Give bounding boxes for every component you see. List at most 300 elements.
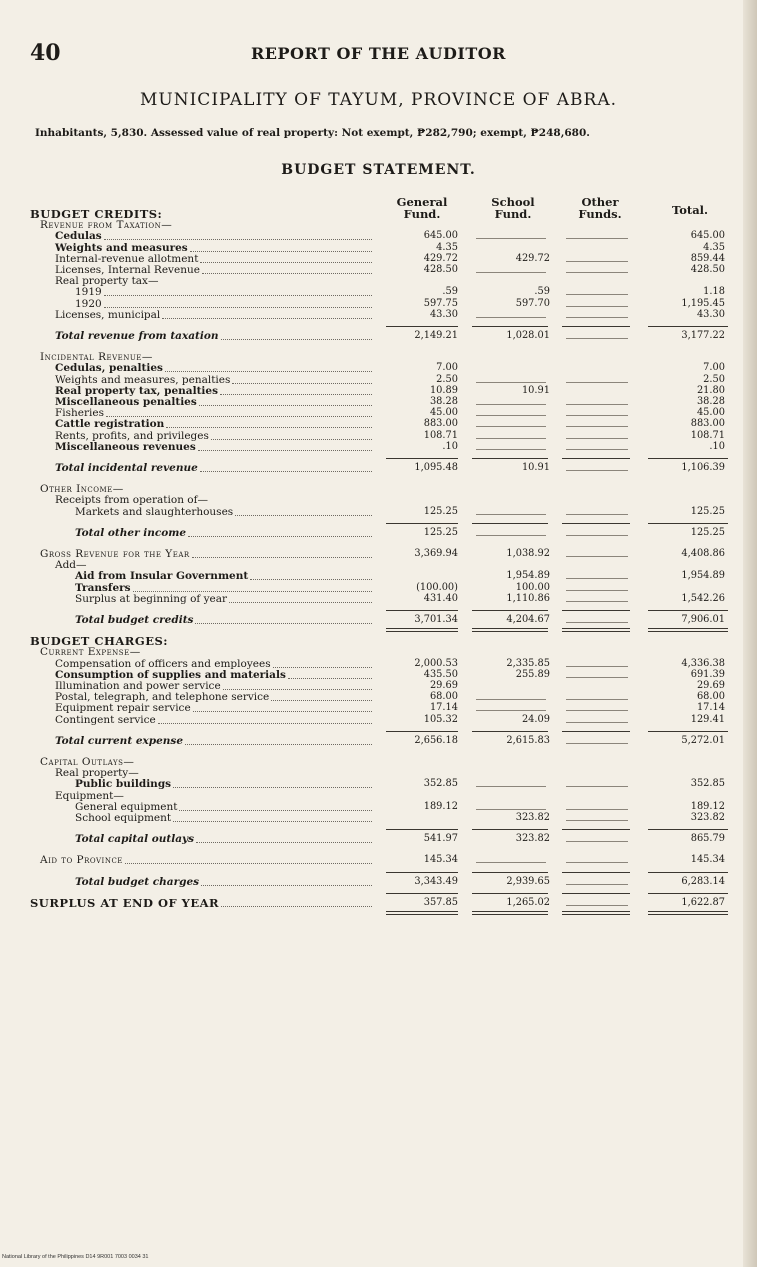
table-row (0, 506, 757, 518)
blank-cell-line (566, 786, 628, 787)
double-rule (386, 628, 458, 629)
cell-general: 3,369.94 (414, 548, 458, 559)
dot-leader (165, 371, 372, 372)
blank-cell-line (566, 317, 628, 318)
blank-cell-line (476, 862, 546, 863)
table-row (0, 593, 757, 605)
blank-cell-line (566, 666, 628, 667)
blank-cell-line (566, 294, 628, 295)
dot-leader (235, 515, 372, 516)
double-rule (386, 631, 458, 632)
blank-cell-line (566, 699, 628, 700)
blank-cell-line (566, 404, 628, 405)
blank-cell-line (476, 710, 546, 711)
blank-cell-line (566, 622, 628, 623)
table-row (0, 462, 757, 474)
row-label: Contingent service (55, 713, 156, 726)
blank-cell-line (566, 884, 628, 885)
table-row (0, 494, 757, 506)
table-row (0, 230, 757, 242)
cell-school: 2,335.85 (506, 657, 550, 669)
cell-total: 6,283.14 (681, 875, 725, 887)
row-label: Total other income (75, 526, 187, 539)
table-row (0, 669, 757, 681)
cell-school: 2,939.65 (506, 875, 550, 887)
table-row (0, 801, 757, 813)
table-row (0, 559, 757, 571)
sum-rule (562, 326, 630, 327)
sum-rule (472, 829, 548, 830)
table-row (0, 441, 757, 453)
table-row (0, 702, 757, 714)
row-label: Real property tax— (55, 275, 159, 288)
dot-leader (220, 394, 372, 395)
cell-school: 1,028.01 (506, 330, 550, 341)
dot-leader (192, 557, 372, 558)
row-label: Total budget credits (75, 614, 194, 626)
row-label: Weights and measures, penalties (55, 373, 231, 386)
table-row (0, 854, 757, 866)
blank-cell-line (476, 426, 546, 427)
sum-rule (562, 893, 630, 894)
blank-cell-line (566, 905, 628, 906)
blank-cell-line (476, 272, 546, 273)
dot-leader (190, 251, 372, 252)
cell-general: 3,701.34 (414, 614, 458, 625)
double-rule (648, 914, 728, 915)
cell-school: 4,204.67 (506, 614, 550, 625)
sum-rule (386, 731, 458, 732)
blank-cell-line (476, 382, 546, 383)
sum-rule (648, 458, 728, 459)
cell-general: 2,000.53 (414, 657, 458, 669)
sum-rule (562, 458, 630, 459)
table-row (0, 714, 757, 726)
cell-total: 1,622.87 (681, 896, 725, 908)
double-rule (648, 628, 728, 629)
table-row (0, 298, 757, 310)
sum-rule (472, 326, 548, 327)
table-row (0, 756, 757, 768)
blank-cell-line (566, 722, 628, 723)
row-label: Total incidental revenue (55, 462, 198, 474)
dot-leader (179, 810, 372, 811)
row-label: Add— (55, 559, 87, 572)
cell-general: 1,095.48 (414, 462, 458, 473)
table-row (0, 418, 757, 430)
sum-rule (386, 872, 458, 873)
cell-total: 323.82 (690, 812, 725, 823)
blank-cell-line (566, 556, 628, 557)
dot-leader (188, 536, 372, 537)
cell-general: 2.50 (436, 373, 458, 385)
table-row (0, 385, 757, 397)
dot-leader (211, 439, 372, 440)
blank-cell-line (566, 438, 628, 439)
cell-general: .59 (442, 286, 458, 298)
cell-general: 17.14 (429, 702, 458, 714)
table-row (0, 309, 757, 321)
blank-cell-line (566, 272, 628, 273)
cell-total: 43.30 (696, 308, 725, 320)
row-label: Revenue from Taxation— (40, 219, 173, 232)
cell-general: 4.35 (436, 241, 458, 253)
table-row (0, 658, 757, 670)
cell-total: 352.85 (690, 778, 725, 790)
blank-cell-line (566, 382, 628, 383)
row-label: Surplus at beginning of year (75, 592, 228, 605)
blank-cell-line (476, 317, 546, 318)
sum-rule (562, 523, 630, 524)
table-row (0, 614, 757, 626)
cell-total: 5,272.01 (681, 734, 725, 746)
page-number: 40 (30, 40, 61, 66)
cell-general: 2,149.21 (414, 330, 458, 341)
table-row (0, 407, 757, 419)
cell-total: 1,195.45 (681, 297, 725, 309)
cell-total: 189.12 (690, 800, 725, 812)
table-row (0, 219, 757, 231)
cell-general: 7.00 (436, 362, 458, 374)
table-row (0, 253, 757, 265)
dot-leader (232, 383, 372, 384)
dot-leader (198, 450, 372, 451)
cell-general: 125.25 (423, 526, 458, 538)
row-label: Licenses, municipal (55, 308, 161, 321)
table-row (0, 548, 757, 560)
row-label: Total capital outlays (75, 833, 195, 846)
sum-rule (648, 893, 728, 894)
dot-leader (193, 711, 372, 712)
row-label: Licenses, Internal Revenue (55, 264, 200, 276)
blank-cell-line (566, 601, 628, 602)
double-rule (562, 631, 630, 632)
row-label: Equipment— (55, 789, 124, 802)
cell-school: 255.89 (515, 668, 550, 680)
cell-total: 145.34 (690, 854, 725, 866)
sum-rule (648, 523, 728, 524)
cell-total: 38.28 (696, 396, 725, 407)
dot-leader (125, 863, 372, 864)
cell-total: 108.71 (690, 429, 725, 441)
dot-leader (223, 689, 372, 690)
sum-rule (472, 893, 548, 894)
sum-rule (386, 458, 458, 459)
dot-leader (173, 787, 372, 788)
cell-school: 597.70 (515, 297, 550, 309)
row-label: BUDGET CHARGES: (30, 634, 169, 649)
row-label: Transfers (75, 581, 131, 594)
table-row (0, 735, 757, 747)
blank-cell-line (566, 590, 628, 591)
table-row (0, 778, 757, 790)
blank-cell-line (566, 820, 628, 821)
blank-cell-line (476, 699, 546, 700)
blank-cell-line (476, 535, 546, 536)
sum-rule (472, 731, 548, 732)
sum-rule (386, 326, 458, 327)
table-row (0, 362, 757, 374)
blank-cell-line (476, 514, 546, 515)
dot-leader (104, 307, 372, 308)
cell-school: 2,615.83 (506, 734, 550, 746)
cell-school: 1,954.89 (506, 570, 550, 582)
sum-rule (648, 326, 728, 327)
row-label: Current Expense— (40, 646, 141, 659)
row-label: Weights and measures (55, 241, 188, 254)
cell-general: 29.69 (429, 680, 458, 691)
cell-general: 189.12 (423, 800, 458, 812)
dot-leader (162, 318, 372, 319)
table-row (0, 646, 757, 658)
row-label: Consumption of supplies and materials (55, 668, 286, 681)
blank-cell-line (566, 578, 628, 579)
blank-cell-line (566, 415, 628, 416)
row-label: Postal, telegraph, and telephone service (55, 691, 270, 704)
cell-total: 68.00 (696, 691, 725, 703)
row-label: Miscellaneous revenues (55, 440, 196, 453)
double-rule (472, 628, 548, 629)
cell-total: 129.41 (690, 713, 725, 725)
cell-total: 4,336.38 (681, 657, 725, 669)
blank-cell-line (476, 786, 546, 787)
blank-cell-line (566, 238, 628, 239)
sum-rule (562, 872, 630, 873)
blank-cell-line (566, 862, 628, 863)
dot-leader (166, 427, 372, 428)
cell-general: 541.97 (423, 833, 458, 845)
dot-leader (106, 416, 372, 417)
cell-general: 3,343.49 (414, 875, 458, 887)
cell-total: 859.44 (690, 252, 725, 264)
row-label: Fisheries (55, 407, 104, 420)
row-label: Cedulas (55, 230, 102, 243)
cell-total: 1,106.39 (681, 462, 725, 473)
cell-total: 21.80 (696, 384, 725, 396)
column-header-total: Total. (671, 203, 709, 217)
cell-general: 428.50 (423, 264, 458, 275)
blank-cell-line (566, 809, 628, 810)
row-label: Total current expense (55, 734, 184, 747)
dot-leader (133, 591, 372, 592)
blank-cell-line (566, 743, 628, 744)
cell-general: 45.00 (429, 407, 458, 419)
double-rule (472, 631, 548, 632)
sum-rule (386, 523, 458, 524)
cell-school: 1,110.86 (506, 592, 550, 604)
dot-leader (288, 678, 372, 679)
dot-leader (196, 842, 372, 843)
row-label: Markets and slaughterhouses (75, 505, 234, 518)
dot-leader (185, 744, 372, 745)
cell-general: 43.30 (429, 308, 458, 320)
dot-leader (200, 471, 372, 472)
cell-total: 29.69 (696, 680, 725, 691)
sum-rule (472, 458, 548, 459)
row-label: School equipment (75, 812, 172, 824)
table-row (0, 527, 757, 539)
dot-leader (273, 667, 372, 668)
double-rule (648, 911, 728, 912)
statement-title: BUDGET STATEMENT. (281, 162, 476, 178)
cell-total: 45.00 (696, 407, 725, 419)
table-row (0, 430, 757, 442)
row-label: Equipment repair service (55, 702, 191, 715)
row-label: 1920 (75, 297, 102, 310)
cell-total: .10 (709, 440, 725, 452)
cell-total: 3,177.22 (681, 330, 725, 341)
row-label: Aid to Province (40, 854, 123, 867)
row-label: Real property tax, penalties (55, 384, 218, 397)
blank-cell-line (566, 470, 628, 471)
blank-cell-line (476, 415, 546, 416)
row-label: SURPLUS AT END OF YEAR (30, 895, 220, 910)
sum-rule (472, 872, 548, 873)
sum-rule (562, 731, 630, 732)
cell-total: 865.79 (690, 833, 725, 845)
double-rule (386, 914, 458, 915)
dot-leader (200, 262, 372, 263)
cell-general: 68.00 (429, 691, 458, 703)
cell-total: 691.39 (690, 668, 725, 680)
table-row (0, 833, 757, 845)
blank-cell-line (566, 261, 628, 262)
dot-leader (271, 700, 372, 701)
table-row (0, 330, 757, 342)
cell-total: 7,906.01 (681, 614, 725, 625)
table-row (0, 790, 757, 802)
table-row (0, 351, 757, 363)
cell-total: 4,408.86 (681, 548, 725, 559)
blank-cell-line (566, 449, 628, 450)
footer-credit: National Library of the Philippines D14 9R001 7003 0034 31 (2, 1254, 149, 1260)
dot-leader (199, 405, 372, 406)
cell-total: 2.50 (703, 373, 725, 385)
blank-cell-line (566, 306, 628, 307)
sum-rule (648, 610, 728, 611)
dot-leader (221, 339, 372, 340)
dot-leader (104, 295, 372, 296)
cell-general: 105.32 (423, 713, 458, 725)
cell-general: 597.75 (423, 297, 458, 309)
row-label: General equipment (75, 800, 178, 813)
cell-school: 24.09 (521, 713, 550, 725)
cell-general: 108.71 (423, 429, 458, 441)
dot-leader (221, 906, 372, 907)
blank-cell-line (566, 426, 628, 427)
cell-school: 1,038.92 (506, 548, 550, 559)
row-label: 1919 (75, 286, 102, 299)
cell-school: 1,265.02 (506, 896, 550, 908)
row-label: Cattle registration (55, 418, 165, 431)
cell-general: 2,656.18 (414, 734, 458, 746)
row-label: Total revenue from taxation (55, 330, 219, 342)
blank-cell-line (566, 535, 628, 536)
sum-rule (648, 829, 728, 830)
cell-general: (100.00) (416, 581, 458, 593)
blank-cell-line (476, 449, 546, 450)
table-row (0, 483, 757, 495)
cell-school: 100.00 (515, 581, 550, 593)
cell-general: 431.40 (423, 592, 458, 604)
cell-total: 1.18 (703, 286, 725, 298)
row-label: Real property— (55, 767, 139, 780)
cell-general: 645.00 (423, 230, 458, 242)
cell-general: 38.28 (429, 396, 458, 407)
row-label: Cedulas, penalties (55, 362, 163, 375)
cell-total: 7.00 (703, 362, 725, 374)
cell-total: 125.25 (690, 526, 725, 538)
table-row (0, 242, 757, 254)
cell-total: 883.00 (690, 418, 725, 430)
row-label: Gross Revenue for the Year (40, 548, 190, 560)
cell-general: .10 (442, 440, 458, 452)
sum-rule (386, 893, 458, 894)
table-row (0, 582, 757, 594)
sum-rule (386, 610, 458, 611)
dot-leader (202, 273, 372, 274)
table-row (0, 767, 757, 779)
cell-total: 1,954.89 (681, 570, 725, 582)
column-header-school: School Fund. (491, 195, 535, 221)
table-row (0, 691, 757, 703)
running-head: REPORT OF THE AUDITOR (251, 44, 506, 63)
cell-general: 145.34 (423, 854, 458, 866)
row-label: Public buildings (75, 778, 172, 791)
row-label: BUDGET CREDITS: (30, 207, 163, 221)
table-row (0, 570, 757, 582)
dot-leader (104, 239, 372, 240)
cell-total: 4.35 (703, 241, 725, 253)
double-rule (562, 911, 630, 912)
column-header-general: General Fund. (396, 195, 448, 221)
table-row (0, 635, 757, 647)
cell-general: 435.50 (423, 668, 458, 680)
sum-rule (562, 829, 630, 830)
cell-school: .59 (534, 286, 550, 298)
double-rule (648, 631, 728, 632)
sum-rule (648, 731, 728, 732)
dot-leader (201, 885, 372, 886)
blank-cell-line (566, 710, 628, 711)
blank-cell-line (566, 514, 628, 515)
column-header-other: Other Funds. (578, 195, 622, 221)
blank-cell-line (566, 677, 628, 678)
sum-rule (472, 610, 548, 611)
table-row (0, 396, 757, 408)
row-label: Internal-revenue allotment (55, 252, 199, 265)
table-row (0, 275, 757, 287)
row-label: Capital Outlays— (40, 756, 135, 768)
cell-school: 429.72 (515, 252, 550, 264)
cell-school: 10.91 (521, 384, 550, 396)
blank-cell-line (476, 809, 546, 810)
row-label: Aid from Insular Government (75, 570, 249, 583)
cell-total: 428.50 (690, 264, 725, 275)
row-label: Miscellaneous penalties (55, 396, 197, 408)
table-row (0, 876, 757, 888)
blank-cell-line (566, 841, 628, 842)
double-rule (562, 914, 630, 915)
dot-leader (195, 623, 372, 624)
blank-cell-line (476, 238, 546, 239)
row-label: Incidental Revenue— (40, 351, 153, 364)
blank-cell-line (566, 338, 628, 339)
row-label: Compensation of officers and employees (55, 657, 271, 670)
municipality-title: MUNICIPALITY OF TAYUM, PROVINCE OF ABRA. (139, 90, 618, 110)
double-rule (472, 911, 548, 912)
double-rule (562, 628, 630, 629)
